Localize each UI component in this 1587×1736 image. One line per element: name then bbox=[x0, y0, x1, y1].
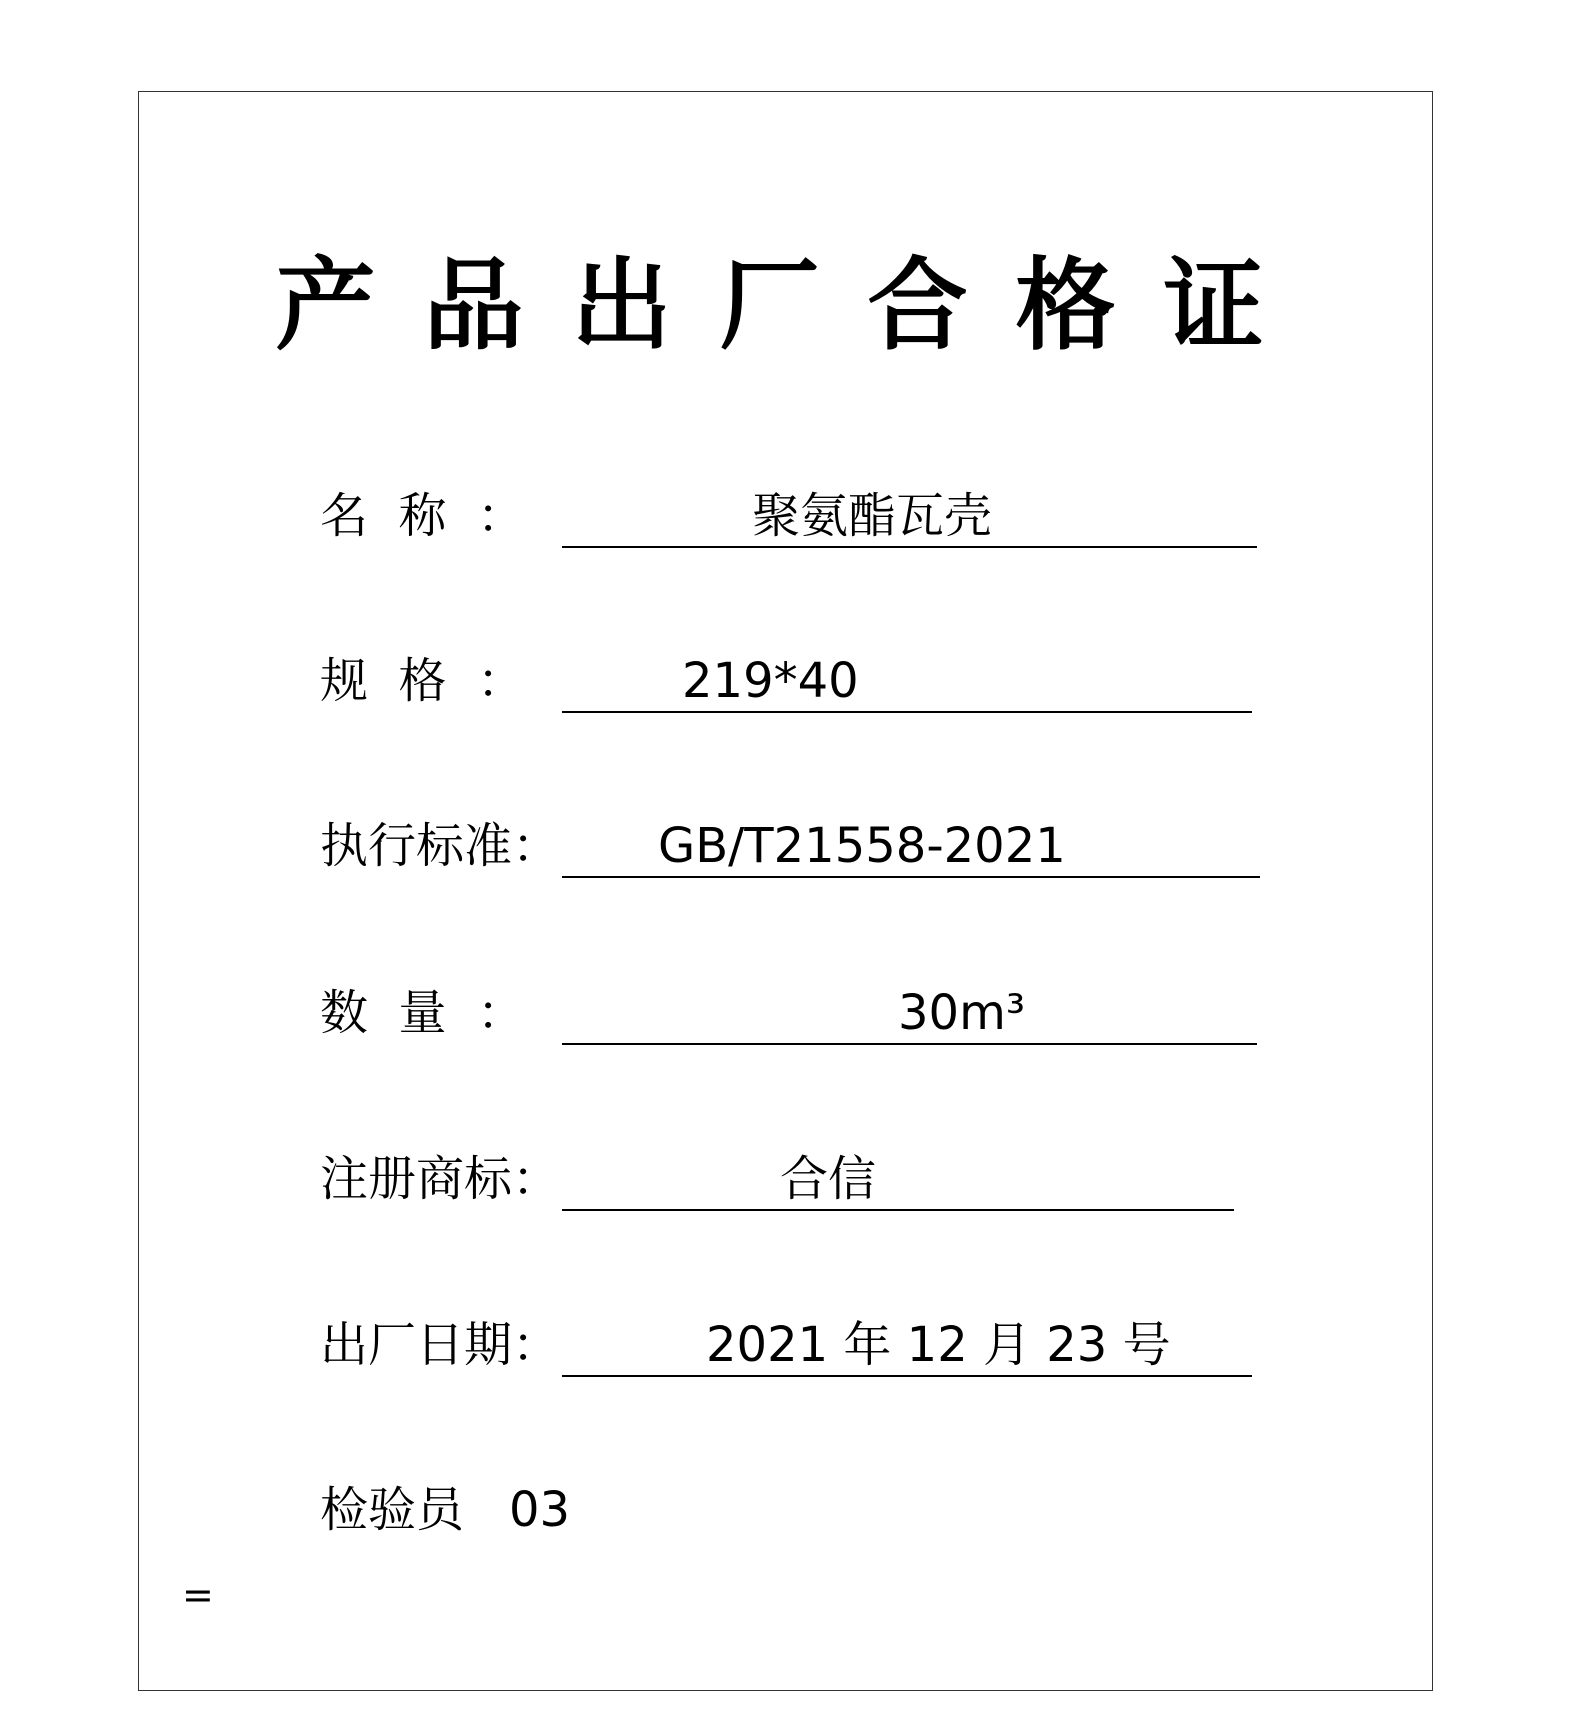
field-trademark-value: 合信 bbox=[780, 1151, 877, 1207]
field-date-label bbox=[320, 1315, 560, 1375]
field-name-label bbox=[320, 486, 525, 546]
edge-mark: = bbox=[182, 1573, 214, 1617]
field-spec-underline bbox=[562, 651, 1252, 713]
document-title: 产品出厂合格证 bbox=[275, 247, 1312, 364]
field-standard-label bbox=[320, 816, 560, 876]
inspector-row bbox=[320, 1480, 570, 1540]
label-colon: ： bbox=[512, 818, 561, 874]
label-char: 数 bbox=[320, 985, 369, 1041]
field-spec-label bbox=[320, 651, 525, 711]
label-colon: ： bbox=[512, 1317, 561, 1373]
label-text: 注册商标 bbox=[320, 1151, 513, 1207]
label-char: 称 bbox=[398, 488, 447, 544]
label-char: 规 bbox=[320, 653, 369, 709]
inspector-label: 检验员 bbox=[320, 1482, 465, 1538]
field-quantity-value: 30m³ bbox=[898, 985, 1026, 1041]
label-text: 执行标准 bbox=[320, 818, 513, 874]
field-date-value: 2021 年 12 月 23 号 bbox=[706, 1317, 1171, 1373]
label-colon: ： bbox=[476, 488, 525, 544]
field-spec-value: 219*40 bbox=[682, 653, 859, 709]
label-char: 量 bbox=[398, 985, 447, 1041]
label-colon: ： bbox=[476, 653, 525, 709]
inspector-code: 03 bbox=[509, 1482, 571, 1538]
label-char: 名 bbox=[320, 488, 369, 544]
field-standard-value: GB/T21558-2021 bbox=[658, 818, 1066, 874]
field-name-value: 聚氨酯瓦壳 bbox=[752, 488, 993, 544]
label-text: 出厂日期 bbox=[320, 1317, 513, 1373]
label-colon: ： bbox=[512, 1151, 561, 1207]
field-trademark-underline bbox=[562, 1149, 1234, 1211]
field-trademark-label bbox=[320, 1149, 560, 1209]
label-colon: ： bbox=[476, 985, 525, 1041]
label-char: 格 bbox=[398, 653, 447, 709]
field-quantity-label bbox=[320, 983, 525, 1043]
